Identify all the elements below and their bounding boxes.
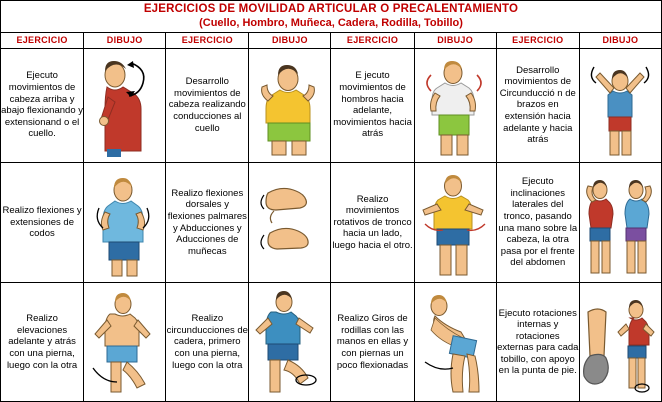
title-line-2: (Cuello, Hombro, Muñeca, Cadera, Rodilla, Tobillo): [199, 16, 463, 29]
header-exercise-2: EJERCICIO: [166, 32, 249, 48]
exercise-text: E jecuto movimientos de hombros hacia adelante, movimientos hacia atrás: [331, 48, 414, 162]
title-row: [1, 1, 662, 33]
exercise-text: Ejecuto rotaciones internas y rotaciones externas para cada tobillo, con apoyo en la punta de pie.: [496, 283, 579, 402]
exercise-text: Realizo movimientos rotativos de tronco hacia un lado, luego hacia el otro.: [331, 162, 414, 283]
table-row: [1, 162, 662, 283]
exercise-text: Realizo flexiones dorsales y flexiones palmares y Abducciones y Aducciones de muñecas: [166, 162, 249, 283]
knee-circles-figure: [414, 283, 496, 402]
header-drawing-4: DIBUJO: [579, 32, 661, 48]
header-row: [1, 32, 662, 48]
header-exercise-1: EJERCICIO: [1, 32, 84, 48]
exercise-text: Realizo elevaciones adelante y atrás con una pierna, luego con la otra: [1, 283, 84, 402]
sheet-title: [1, 1, 662, 33]
neck-flexion-extension-figure: [84, 48, 166, 162]
table-row: [1, 283, 662, 402]
elbow-flexion-figure: [84, 162, 166, 283]
lateral-trunk-bend-figures: [579, 162, 661, 283]
table-row: [1, 48, 662, 162]
header-exercise-3: EJERCICIO: [331, 32, 414, 48]
hip-circumduction-figure: [249, 283, 331, 402]
header-exercise-4: EJERCICIO: [496, 32, 579, 48]
header-drawing-1: DIBUJO: [84, 32, 166, 48]
exercise-text: Realizo circunducciones de cadera, primero con una pierna, luego con la otra: [166, 283, 249, 402]
neck-rotation-figure: [249, 48, 331, 162]
exercise-text: Ejecuto movimientos de cabeza arriba y abajo flexionando y extensionand o el cuello.: [1, 48, 84, 162]
wrist-movements-hands: [249, 162, 331, 283]
arm-circumduction-figure: [579, 48, 661, 162]
shoulder-circles-figure: [414, 48, 496, 162]
trunk-rotation-figure: [414, 162, 496, 283]
title-line-1: EJERCICIOS DE MOVILIDAD ARTICULAR O PRECALENTAMIENTO: [143, 3, 519, 16]
exercise-text: Desarrollo movimientos de Circunducció n de brazos en extensión hacia adelante y hacia atrás: [496, 48, 579, 162]
exercise-text: Desarrollo movimientos de cabeza realizando conducciones al cuello: [166, 48, 249, 162]
exercise-text: Ejecuto inclinaciones laterales del tronco, pasando una mano sobre la cabeza, la otra pasa por el frente del abdomen: [496, 162, 579, 283]
header-drawing-3: DIBUJO: [414, 32, 496, 48]
header-drawing-2: DIBUJO: [249, 32, 331, 48]
leg-swing-figure: [84, 283, 166, 402]
ankle-rotation-figures: [579, 283, 661, 402]
exercise-text: Realizo flexiones y extensiones de codos: [1, 162, 84, 283]
exercise-text: Realizo Giros de rodillas con las manos en ellas y con piernas un poco flexionadas: [331, 283, 414, 402]
